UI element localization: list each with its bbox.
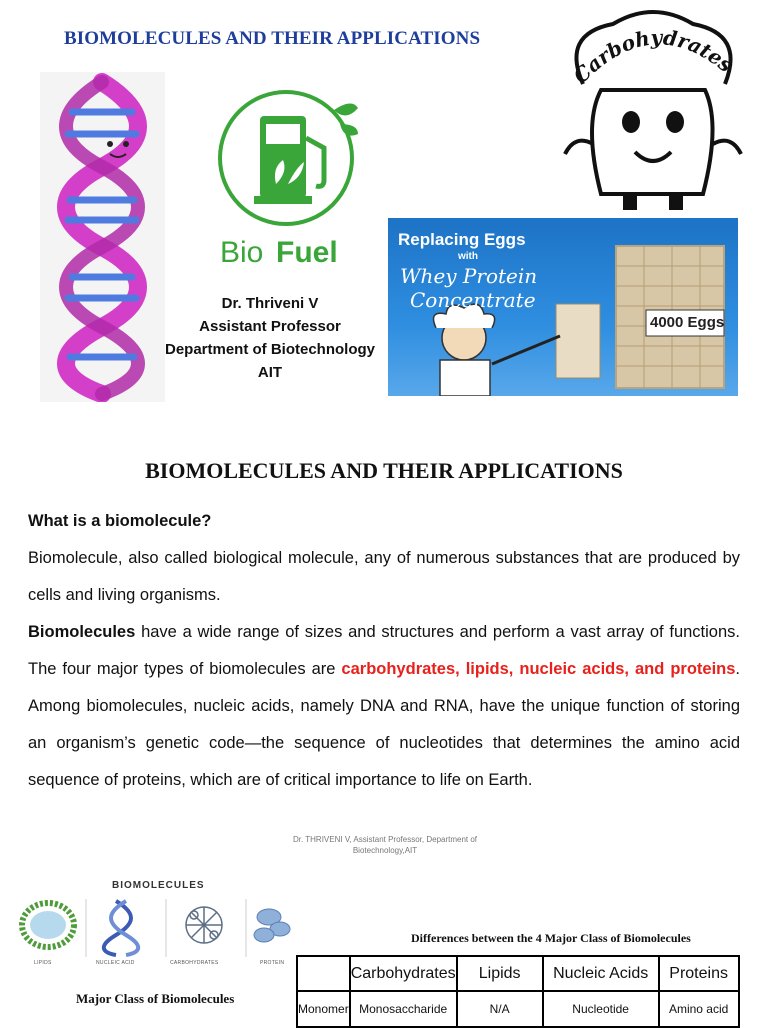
carbohydrates-bread-cartoon (553, 4, 753, 216)
dna-helix-image (40, 72, 165, 402)
table-cell: Monomer (297, 991, 350, 1027)
table-row (297, 991, 739, 1027)
eggs-title-with: with (458, 251, 478, 262)
author-role: Assistant Professor (199, 318, 341, 335)
body-text (28, 503, 740, 799)
author-department: Department of Biotechnology (164, 341, 375, 358)
table-header-cell (297, 956, 350, 991)
table-header-row (297, 956, 739, 991)
eggs-title-line3: Concentrate (410, 288, 536, 312)
main-title: BIOMOLECULES AND THEIR APPLICATIONS (145, 458, 623, 483)
author-name: Dr. Thriveni V (221, 295, 319, 312)
panel-label-carbohydrates: CARBOHYDRATES (170, 960, 219, 966)
footer-line-2: Biotechnology,AIT (352, 846, 418, 855)
table-header-cell: Proteins (659, 956, 739, 991)
paragraph-2 (28, 614, 740, 799)
biofuel-text-fuel: Fuel (276, 236, 338, 269)
panel-label-nucleic-acid: NUCLEIC ACID (96, 960, 135, 966)
paragraph-2-highlight: carbohydrates, lipids, nucleic acids, and proteins (341, 660, 736, 678)
whey-protein-eggs-image (388, 218, 738, 396)
table-caption: Differences between the 4 Major Class of Biomolecules (411, 931, 691, 945)
eggs-count-label: 4000 Eggs (650, 314, 725, 331)
table-header-cell: Nucleic Acids (543, 956, 659, 991)
table-header-cell: Carbohydrates (350, 956, 457, 991)
panel-label-protein: PROTEIN (260, 960, 285, 966)
table-cell: Nucleotide (543, 991, 659, 1027)
panel-label-lipids: LIPIDS (34, 960, 52, 966)
eggs-title-line1: Replacing Eggs (398, 230, 526, 249)
author-institute: AIT (257, 364, 283, 381)
biomolecules-panel-title: BIOMOLECULES (112, 880, 205, 891)
biofuel-text-bio: Bio (220, 236, 264, 269)
major-class-caption: Major Class of Biomolecules (76, 991, 235, 1006)
paragraph-2-a: have a wide range of sizes and structures and perform a vast array of functions. The four major types of biomolecules are (28, 623, 740, 678)
table-cell: Monosaccharide (350, 991, 457, 1027)
eggs-title-line2: Whey Protein (400, 264, 538, 288)
footer-line-1: Dr. THRIVENI V, Assistant Professor, Department of (292, 835, 478, 844)
paragraph-2-b: . Among biomolecules, nucleic acids, namely DNA and RNA, have the unique function of storing an organism’s genetic code—the sequence of nucleotides that determines the amino acid sequence of proteins, which are of critical importance to life on Earth. (28, 660, 740, 789)
carbohydrates-label: Carbohydrates (568, 25, 738, 89)
comparison-table (296, 955, 740, 1028)
page-header-title: BIOMOLECULES AND THEIR APPLICATIONS (64, 28, 481, 49)
table-cell: N/A (457, 991, 543, 1027)
table-cell: Amino acid (659, 991, 739, 1027)
paragraph-2-bold: Biomolecules (28, 623, 136, 641)
page-footer (270, 834, 500, 856)
biomolecules-panel-image (14, 895, 294, 957)
paragraph-1: Biomolecule, also called biological molecule, any of numerous substances that are produced by cells and living organisms. (28, 549, 740, 604)
table-header-cell: Lipids (457, 956, 543, 991)
question-heading: What is a biomolecule? (28, 512, 212, 530)
author-block (150, 292, 390, 384)
biofuel-logo (212, 88, 372, 276)
